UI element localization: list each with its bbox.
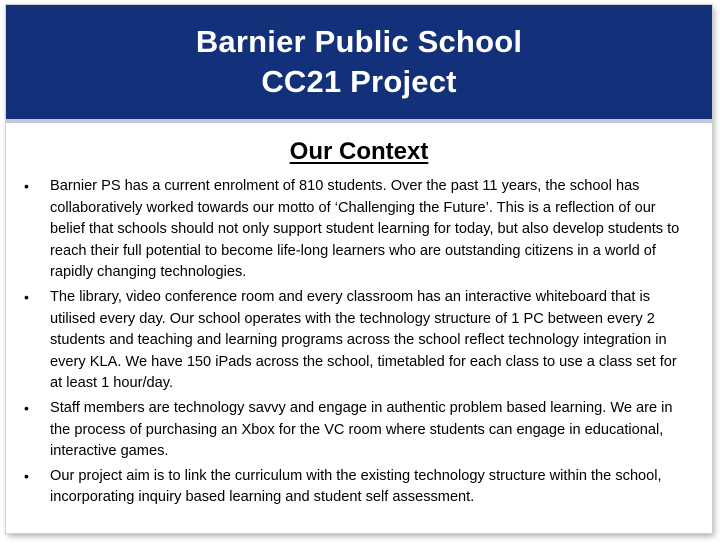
bullet-dot-icon: • [24,178,29,194]
title-banner [6,5,712,123]
bullet-item [20,287,692,395]
bullet-dot-icon: • [24,288,29,305]
bullet-dot-icon: • [24,467,29,484]
bullet-dot-icon: • [24,399,29,416]
slide [6,5,712,533]
bullet-text: Our project aim is to link the curriculum with the existing technology structure within the school, incorporating inquiry based learning and student self assessment. [50,467,662,506]
bullet-list [20,176,692,512]
bullet-text: Staff members are technology savvy and engage in authentic problem based learning. We are in the process of purchasing an Xbox for the VC room where students can engage in educational, interactive games. [50,399,673,460]
bullet-text: Barnier PS has a current enrolment of 810 students. Over the past 11 years, the school has collaboratively worked towards our motto of ‘Challenging the Future’. This is a reflection of our belief that schools should not only support student learning for today, but also develop students to reach their full potential to become life-long learners who are outstanding citizens in a world of rapidly changing technologies. [50,178,680,281]
section-heading: Our Context [289,138,429,165]
slide-title-line-2: CC21 Project [261,64,457,99]
bullet-text: The library, video conference room and every classroom has an interactive whiteboard that is utilised every day. Our school operates with the technology structure of 1 PC between every 2 students and teaching and learning programs across the school reflect technology integration in every KLA. We have 150 iPads across the school, timetabled for each class to use a class set for at least 1 hour/day. [50,288,677,392]
slide-title-line-1: Barnier Public School [195,24,523,59]
bullet-item [20,176,692,284]
bullet-item [20,398,692,463]
bullet-item [20,466,692,509]
